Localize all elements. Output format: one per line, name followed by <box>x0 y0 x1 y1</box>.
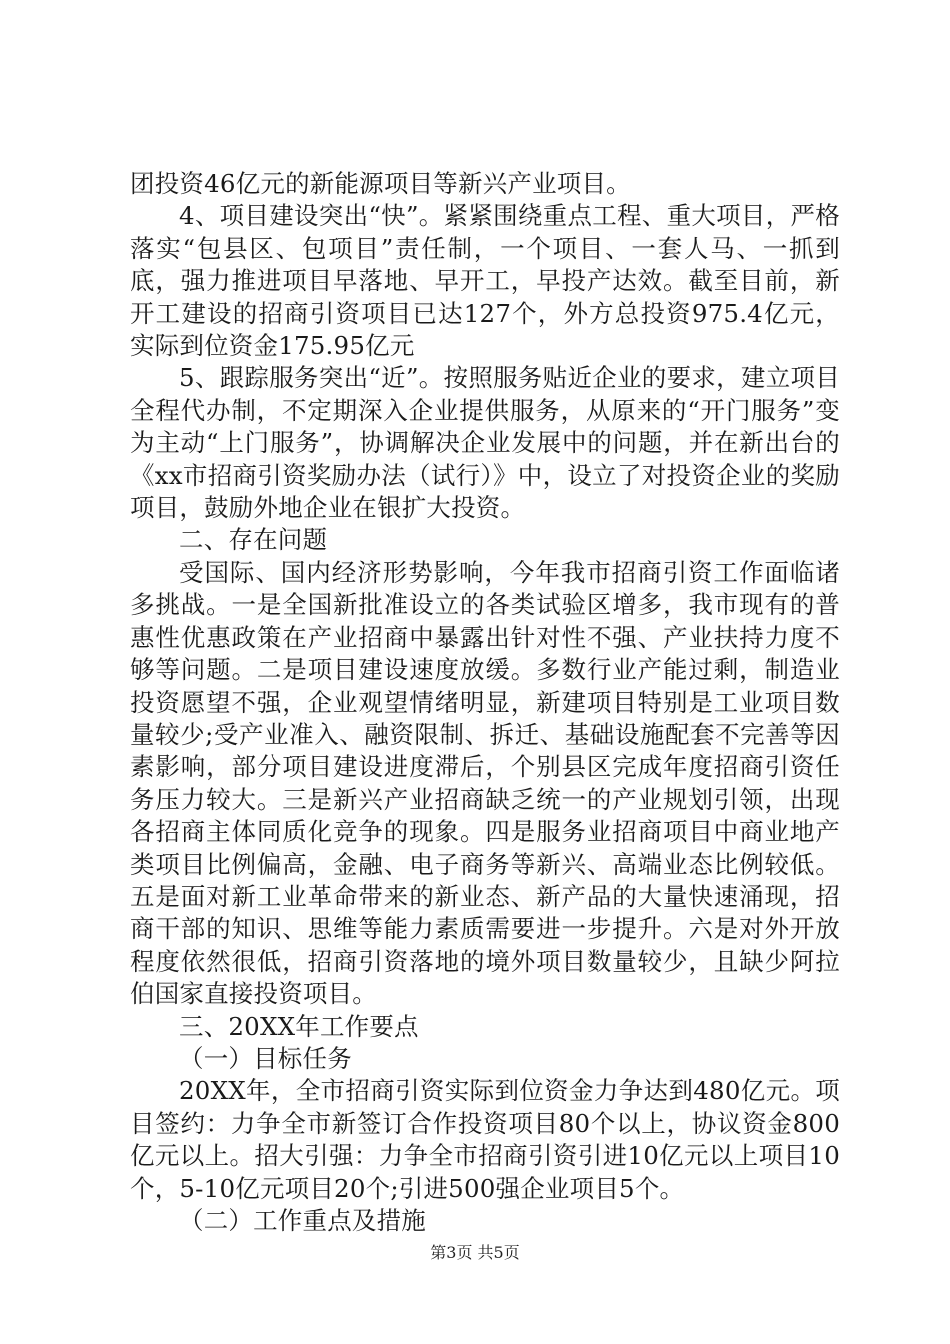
paragraph-continuation: 团投资46亿元的新能源项目等新兴产业项目。 <box>130 169 631 198</box>
paragraph-item-5: 5、跟踪服务突出“近”。按照服务贴近企业的要求，建立项目全程代办制，不定期深入企业提供服务，从原来的“开门服务”变为主动“上门服务”，协调解决企业发展中的问题，并在新出台的《xx市招商引资奖励办法（试行）》中，设立了对投资企业的奖励项目，鼓励外地企业在银扩大投资。 <box>130 363 840 523</box>
section-heading-work-points: 三、20XX年工作要点 <box>179 1011 419 1041</box>
paragraph-targets: 20XX年，全市招商引资实际到位资金力争达到480亿元。项目签约：力争全市新签订合作投资项目80个以上，协议资金800亿元以上。招大引强：力争全市招商引资引进10亿元以上项目10个，5-10亿元项目20个;引进500强企业项目5个。 <box>130 1076 840 1203</box>
paragraph-problems: 受国际、国内经济形势影响，今年我市招商引资工作面临诸多挑战。一是全国新批准设立的各类试验区增多，我市现有的普惠性优惠政策在产业招商中暴露出针对性不强、产业扶持力度不够等问题。二是项目建设速度放缓。多数行业产能过剩，制造业投资愿望不强，企业观望情绪明显，新建项目特别是工业项目数量较少;受产业准入、融资限制、拆迁、基础设施配套不完善等因素影响，部分项目建设进度滞后，个别县区完成年度招商引资任务压力较大。三是新兴产业招商缺乏统一的产业规划引领，出现各招商主体同质化竞争的现象。四是服务业招商项目中商业地产类项目比例偏高，金融、电子商务等新兴、高端业态比例较低。五是面对新工业革命带来的新业态、新产品的大量快速涌现，招商干部的知识、思维等能力素质需要进一步提升。六是对外开放程度依然很低，招商引资落地的境外项目数量较少，且缺少阿拉伯国家直接投资项目。 <box>130 557 840 1009</box>
section-heading-problems: 二、存在问题 <box>179 525 328 555</box>
subheading-measures: （二）工作重点及措施 <box>179 1206 426 1235</box>
subheading-targets: （一）目标任务 <box>179 1043 352 1073</box>
paragraph-item-4: 4、项目建设突出“快”。紧紧围绕重点工程、重大项目，严格落实“包县区、包项目”责任制，一个项目、一套人马、一抓到底，强力推进项目早落地、早开工，早投产达效。截至目前，新开工建设的招商引资项目已达127个，外方总投资975.4亿元，实际到位资金175.95亿元 <box>130 201 840 361</box>
document-body <box>130 168 840 1237</box>
page-footer: 第3页 共5页 <box>430 1243 520 1262</box>
